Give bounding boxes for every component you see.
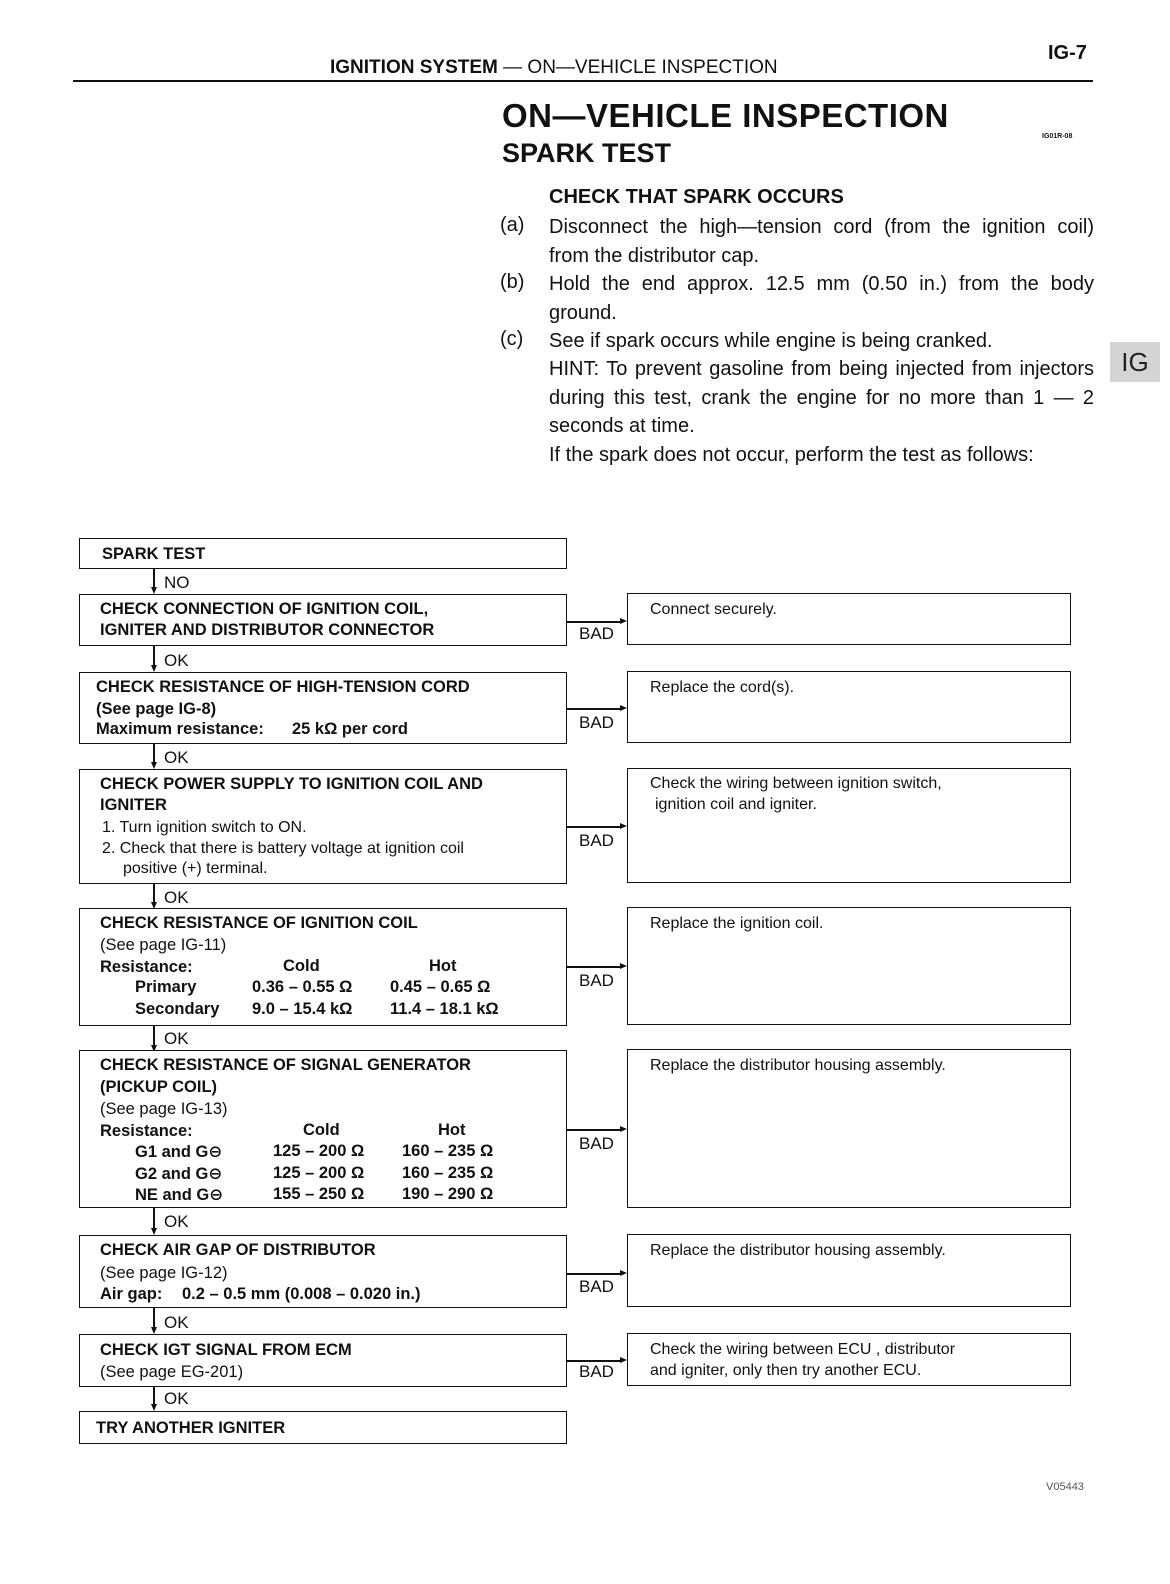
followup-text: If the spark does not occur, perform the test as follows: (549, 444, 1034, 466)
flow-start-box (79, 538, 567, 569)
step6-bad-label: BAD (579, 1277, 614, 1296)
step5-col-cold: Cold (303, 1121, 340, 1139)
bad-connector (567, 1129, 621, 1131)
flow-connector (153, 744, 155, 763)
step2-spec-label: Maximum resistance: (96, 720, 264, 738)
step3-bad-label: BAD (579, 831, 614, 850)
flow-ok-label: OK (164, 748, 189, 767)
flow-ok-label: OK (164, 651, 189, 670)
step5-action: Replace the distributor housing assembly. (650, 1057, 946, 1074)
header-dash: — (497, 57, 528, 78)
step3-line2: IGNITER (100, 796, 167, 814)
figure-code: V05443 (1046, 1481, 1084, 1493)
step5-bad-label: BAD (579, 1134, 614, 1153)
step2-bad-label: BAD (579, 713, 614, 732)
arrow-down (151, 762, 157, 769)
step4-bad-label: BAD (579, 971, 614, 990)
flow-connector (153, 1026, 155, 1046)
step4-col-hot: Hot (429, 957, 457, 975)
flow-connector (153, 884, 155, 903)
hint-text: HINT: To prevent gasoline from being injected from injectors during this test, crank the engine for no more than 1 — 2 seconds at time. (549, 358, 1094, 437)
section-tab: IG (1110, 342, 1160, 382)
step4-row-hot: 0.45 – 0.65 Ω (390, 978, 491, 996)
step1-bad-label: BAD (579, 624, 614, 643)
step4-see: (See page IG-11) (100, 936, 227, 954)
flow-connector (153, 1387, 155, 1405)
step3-line1: CHECK POWER SUPPLY TO IGNITION COIL AND (100, 775, 483, 793)
step5-row-cold: 155 – 250 Ω (273, 1185, 365, 1203)
step5-box (79, 1050, 567, 1208)
step4-row-name: Secondary (135, 1000, 220, 1018)
step5-row-name: G1 and G⊖ (135, 1143, 223, 1161)
step2-action-box (627, 671, 1071, 743)
step4-col-cold: Cold (283, 957, 320, 975)
page-title: ON—VEHICLE INSPECTION (502, 97, 949, 134)
step4-row-hot: 11.4 – 18.1 kΩ (390, 1000, 499, 1018)
step5-col-hot: Hot (438, 1121, 466, 1139)
step3-action-line1: Check the wiring between ignition switch, (650, 775, 942, 792)
arrow-down (151, 665, 157, 672)
step5-row-name: NE and G⊖ (135, 1186, 224, 1204)
step-b-label: (b) (500, 271, 525, 293)
step2-spec-value: 25 kΩ per cord (292, 720, 408, 738)
step1-action-box (627, 593, 1071, 645)
step2-see: (See page IG-8) (96, 700, 217, 718)
step2-title: CHECK RESISTANCE OF HIGH-TENSION CORD (96, 678, 470, 696)
arrow-right (620, 1357, 627, 1363)
arrow-down (151, 1327, 157, 1334)
flow-connector (153, 569, 155, 588)
arrow-down (151, 1228, 157, 1235)
flow-connector (153, 1308, 155, 1328)
step7-action-line1: Check the wiring between ECU , distributor (650, 1341, 956, 1358)
step5-see: (See page IG-13) (100, 1100, 228, 1118)
arrow-right (620, 823, 627, 829)
step-c-text: See if spark occurs while engine is being cranked. (549, 330, 993, 352)
flow-start-text: SPARK TEST (102, 545, 206, 563)
flow-ok-label: OK (164, 1212, 189, 1231)
step-a-label: (a) (500, 214, 525, 236)
arrow-right (620, 618, 627, 624)
step6-spec-value: 0.2 – 0.5 mm (0.008 – 0.020 in.) (182, 1285, 421, 1303)
arrow-down (151, 587, 157, 594)
section-title: SPARK TEST (502, 138, 672, 168)
doc-code: IG01R-08 (1042, 133, 1073, 140)
step5-res-label: Resistance: (100, 1122, 193, 1140)
flow-connector (153, 646, 155, 666)
bad-connector (567, 621, 621, 623)
step2-action: Replace the cord(s). (650, 679, 795, 696)
step3-item2b: positive (+) terminal. (123, 860, 268, 877)
step3-action-line2: ignition coil and igniter. (655, 796, 817, 813)
running-header (330, 57, 778, 79)
step3-action-box (627, 768, 1071, 883)
step7-action-line2: and igniter, only then try another ECU. (650, 1362, 922, 1379)
step5-line1: CHECK RESISTANCE OF SIGNAL GENERATOR (100, 1056, 471, 1074)
step6-see: (See page IG-12) (100, 1264, 228, 1282)
step-a-text: Disconnect the high—tension cord (from the ignition coil) from the distributor cap. (549, 216, 1094, 267)
bad-connector (567, 826, 621, 828)
header-subsection: ON—VEHICLE INSPECTION (527, 57, 778, 78)
step3-item2: 2. Check that there is battery voltage at ignition coil (102, 840, 464, 857)
flow-no-label: NO (164, 573, 190, 592)
step4-res-label: Resistance: (100, 958, 193, 976)
flow-connector (153, 1208, 155, 1229)
step4-row-cold: 9.0 – 15.4 kΩ (252, 1000, 353, 1018)
step5-row-hot: 160 – 235 Ω (402, 1164, 494, 1182)
step1-action: Connect securely. (650, 601, 777, 618)
step7-see: (See page EG-201) (100, 1363, 244, 1381)
step4-title: CHECK RESISTANCE OF IGNITION COIL (100, 914, 418, 932)
step1-line2: IGNITER AND DISTRIBUTOR CONNECTOR (100, 621, 435, 639)
page-number: IG-7 (1048, 42, 1087, 64)
step6-action: Replace the distributor housing assembly. (650, 1242, 946, 1259)
bad-connector (567, 708, 621, 710)
step5-row-hot: 160 – 235 Ω (402, 1142, 494, 1160)
arrow-right (620, 1270, 627, 1276)
flow-ok-label: OK (164, 1389, 189, 1408)
flow-ok-label: OK (164, 888, 189, 907)
step1-line1: CHECK CONNECTION OF IGNITION COIL, (100, 600, 429, 618)
flow-ok-label: OK (164, 1313, 189, 1332)
step6-box (79, 1235, 567, 1308)
step-b-text: Hold the end approx. 12.5 mm (0.50 in.) from the body ground. (549, 273, 1094, 324)
arrow-right (620, 705, 627, 711)
header-rule (73, 80, 1093, 82)
step7-title: CHECK IGT SIGNAL FROM ECM (100, 1341, 352, 1359)
arrow-down (151, 1404, 157, 1411)
step5-row-name: G2 and G⊖ (135, 1165, 223, 1183)
step6-title: CHECK AIR GAP OF DISTRIBUTOR (100, 1241, 376, 1259)
flow-ok-label: OK (164, 1029, 189, 1048)
step7-bad-label: BAD (579, 1362, 614, 1381)
step6-action-box (627, 1234, 1071, 1307)
step5-row-cold: 125 – 200 Ω (273, 1164, 365, 1182)
step1-box (79, 594, 567, 646)
arrow-right (620, 1126, 627, 1132)
step5-row-hot: 190 – 290 Ω (402, 1185, 494, 1203)
step5-row-cold: 125 – 200 Ω (273, 1142, 365, 1160)
step4-row-cold: 0.36 – 0.55 Ω (252, 978, 353, 996)
step4-row-name: Primary (135, 978, 197, 996)
step3-box (79, 769, 567, 884)
step2-box (79, 672, 567, 744)
header-section: IGNITION SYSTEM (330, 57, 498, 78)
step7-box (79, 1334, 567, 1387)
arrow-right (620, 963, 627, 969)
step7-action-box (627, 1333, 1071, 1386)
bad-connector (567, 966, 621, 968)
check-heading: CHECK THAT SPARK OCCURS (549, 186, 844, 208)
step5-action-box (627, 1049, 1071, 1208)
step4-action: Replace the ignition coil. (650, 915, 824, 932)
step-c-label: (c) (500, 328, 524, 350)
flow-end-text: TRY ANOTHER IGNITER (96, 1419, 286, 1437)
step5-line2: (PICKUP COIL) (100, 1078, 218, 1096)
step4-box (79, 908, 567, 1026)
step6-spec-label: Air gap: (100, 1285, 163, 1303)
step3-item1: 1. Turn ignition switch to ON. (102, 819, 307, 836)
flow-end-box (79, 1411, 567, 1444)
bad-connector (567, 1273, 621, 1275)
step4-action-box (627, 907, 1071, 1025)
